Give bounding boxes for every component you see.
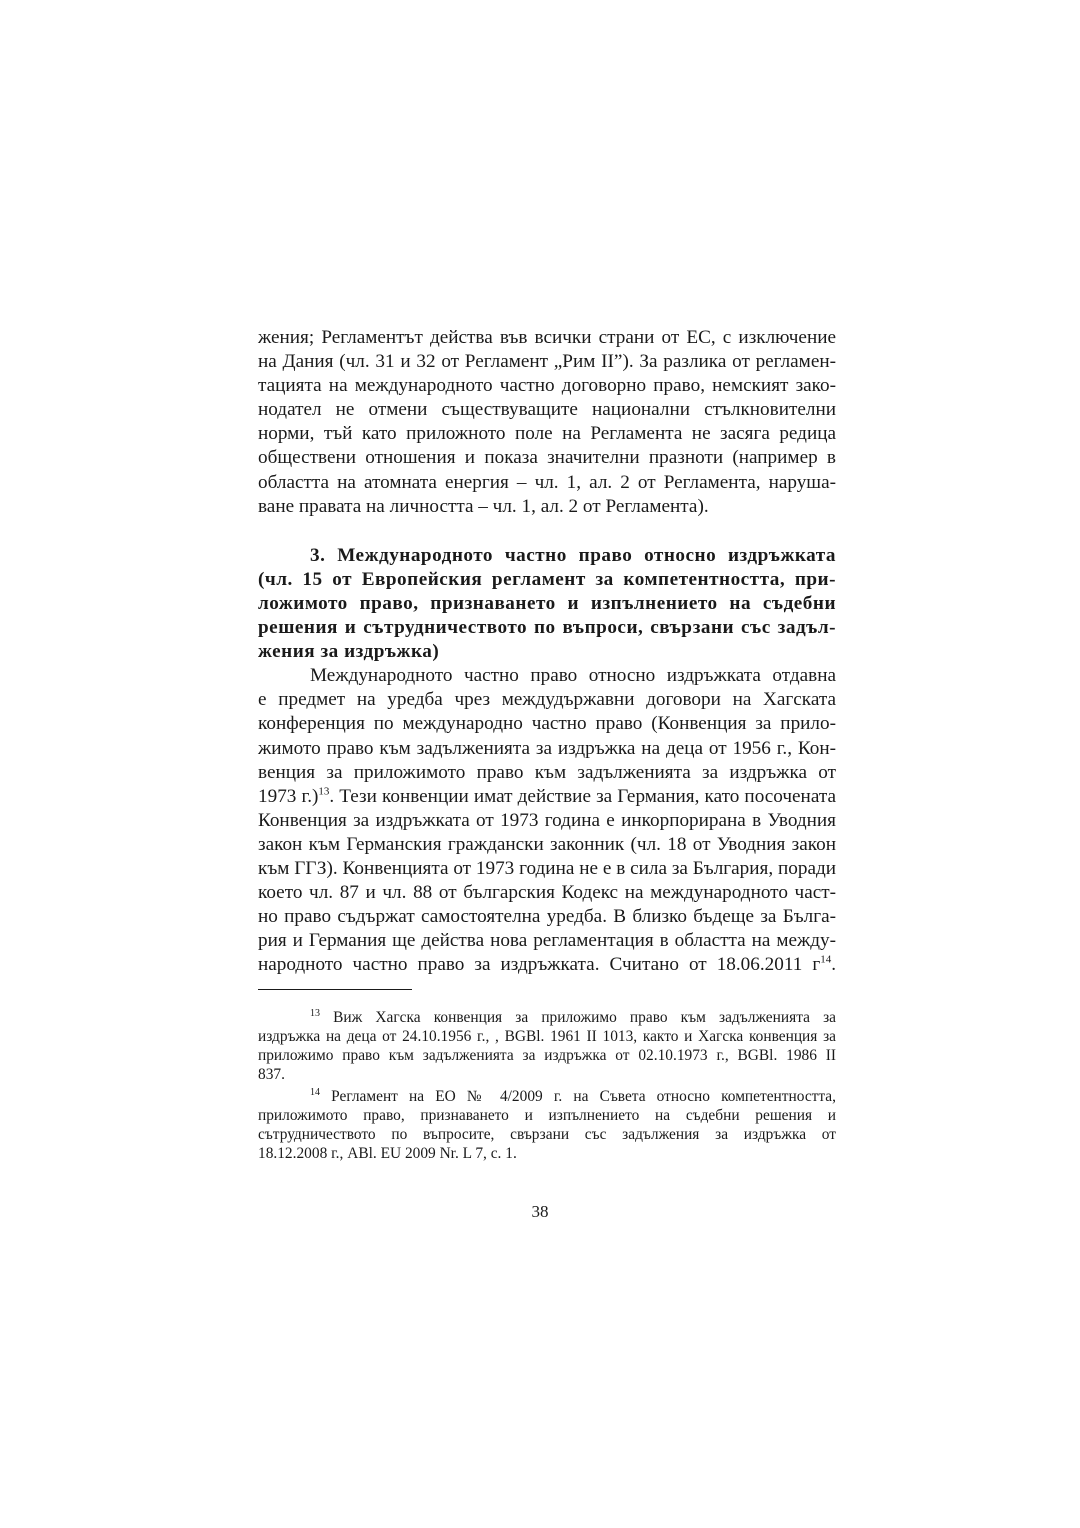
section-heading	[258, 544, 836, 664]
text-line: тацията на международното частно договорно право, немският зако-	[258, 375, 836, 397]
footnote-14	[258, 1087, 836, 1163]
heading-line: решения и сътрудничеството по въпроси, свързани със задъл-	[258, 617, 836, 639]
text-line: закон към Германския граждански законник (чл. 18 от Уводния закон	[258, 833, 836, 855]
text-line: норми, тъй като приложното поле на Регламента не засяга редица	[258, 423, 836, 445]
heading-line: ложимото право, признаването и изпълнението на съдебни	[258, 592, 836, 614]
text-line: рия и Германия ще действа нова регламентация в областта на между-	[258, 930, 836, 952]
text-line: обществени отношения и показа значителни празноти (например в	[258, 447, 836, 469]
text-segment: народното частно право за издръжката. Считано от 18.06.2011 г	[258, 954, 821, 976]
footnote-line: 18.12.2008 г., ABl. EU 2009 Nr. L 7, с. 1.	[258, 1145, 517, 1163]
text-segment: Регламент на ЕО № 4/2009 г. на Съвета относно компетентността,	[331, 1088, 836, 1106]
heading-line: жения за издръжка)	[258, 641, 440, 663]
text-segment: Виж Хагска конвенция за приложимо право към задълженията за	[333, 1009, 836, 1027]
page-number: 38	[531, 1202, 549, 1221]
text-line: жимото право към задълженията за издръжка на деца от 1956 г., Кон-	[258, 737, 836, 759]
footnote-line	[258, 1008, 836, 1027]
text-line: венция за приложимото право към задълженията за издръжка от	[258, 761, 836, 783]
text-line: ване правата на личността – чл. 1, ал. 2 от Регламента).	[258, 495, 709, 517]
section-paragraph	[258, 664, 836, 977]
heading-line: 3. Международното частно право относно издръжката	[310, 544, 836, 566]
footnote-mark: 13	[310, 1008, 320, 1020]
text-line: Международното частно право относно издръжката отдавна	[310, 665, 836, 687]
footnote-separator	[258, 989, 412, 990]
footnote-line: издръжка на деца от 24.10.1956 г., , BGBl. 1961 II 1013, както и Хагска конвенция за	[258, 1028, 836, 1046]
text-line: което чл. 87 и чл. 88 от българския Кодекс на международното част-	[258, 882, 836, 904]
text-line: на Дания (чл. 31 и 32 от Регламент „Рим II”). За разлика от регламен-	[258, 351, 836, 373]
footnote-mark: 14	[310, 1087, 320, 1099]
footnotes	[258, 1008, 836, 1163]
heading-line: (чл. 15 от Европейския регламент за компетентността, при-	[258, 568, 836, 590]
page-content	[258, 326, 836, 1166]
text-line: жения; Регламентът действа във всички страни от ЕС, с изключение	[258, 327, 836, 348]
text-line: Конвенция за издръжката от 1973 година е инкорпорирана в Уводния	[258, 809, 836, 831]
footnote-line: приложимото право, признаването и изпълнението на съдебни решения и	[258, 1107, 836, 1125]
footnote-line: сътрудничеството по въпросите, свързани със задължения за издръжка от	[258, 1126, 836, 1144]
text-line-with-footnote	[258, 785, 836, 809]
footnote-13	[258, 1008, 836, 1084]
text-segment: . Тези конвенции имат действие за Германия, като посочената	[329, 785, 836, 807]
text-line: конференция по международно частно право (Конвенция за прило-	[258, 713, 836, 735]
text-line: е предмет на уредба чрез междудържавни договори на Хагската	[258, 689, 836, 711]
text-line: но право съдържат самостоятелна уредба. В близко бъдеще за Бълга-	[258, 906, 836, 928]
text-segment: .	[831, 954, 836, 976]
text-segment: 1973 г.)	[258, 785, 319, 807]
text-line: към ГГЗ). Конвенцията от 1973 година не е в сила за България, поради	[258, 857, 836, 879]
text-line-with-footnote	[258, 953, 836, 977]
intro-paragraph	[258, 326, 836, 519]
text-line: областта на атомната енергия – чл. 1, ал. 2 от Регламента, наруша-	[258, 471, 836, 493]
text-line: нодател не отмени съществуващите национални стълкновителни	[258, 399, 836, 421]
footnote-reference[interactable]: 13	[318, 785, 330, 798]
footnote-line: приложимо право към задълженията за издръжка от 02.10.1973 г., BGBl. 1986 II	[258, 1047, 836, 1065]
footnote-line	[258, 1087, 836, 1106]
footnote-line: 837.	[258, 1066, 285, 1084]
footnote-reference[interactable]: 14	[820, 953, 832, 966]
